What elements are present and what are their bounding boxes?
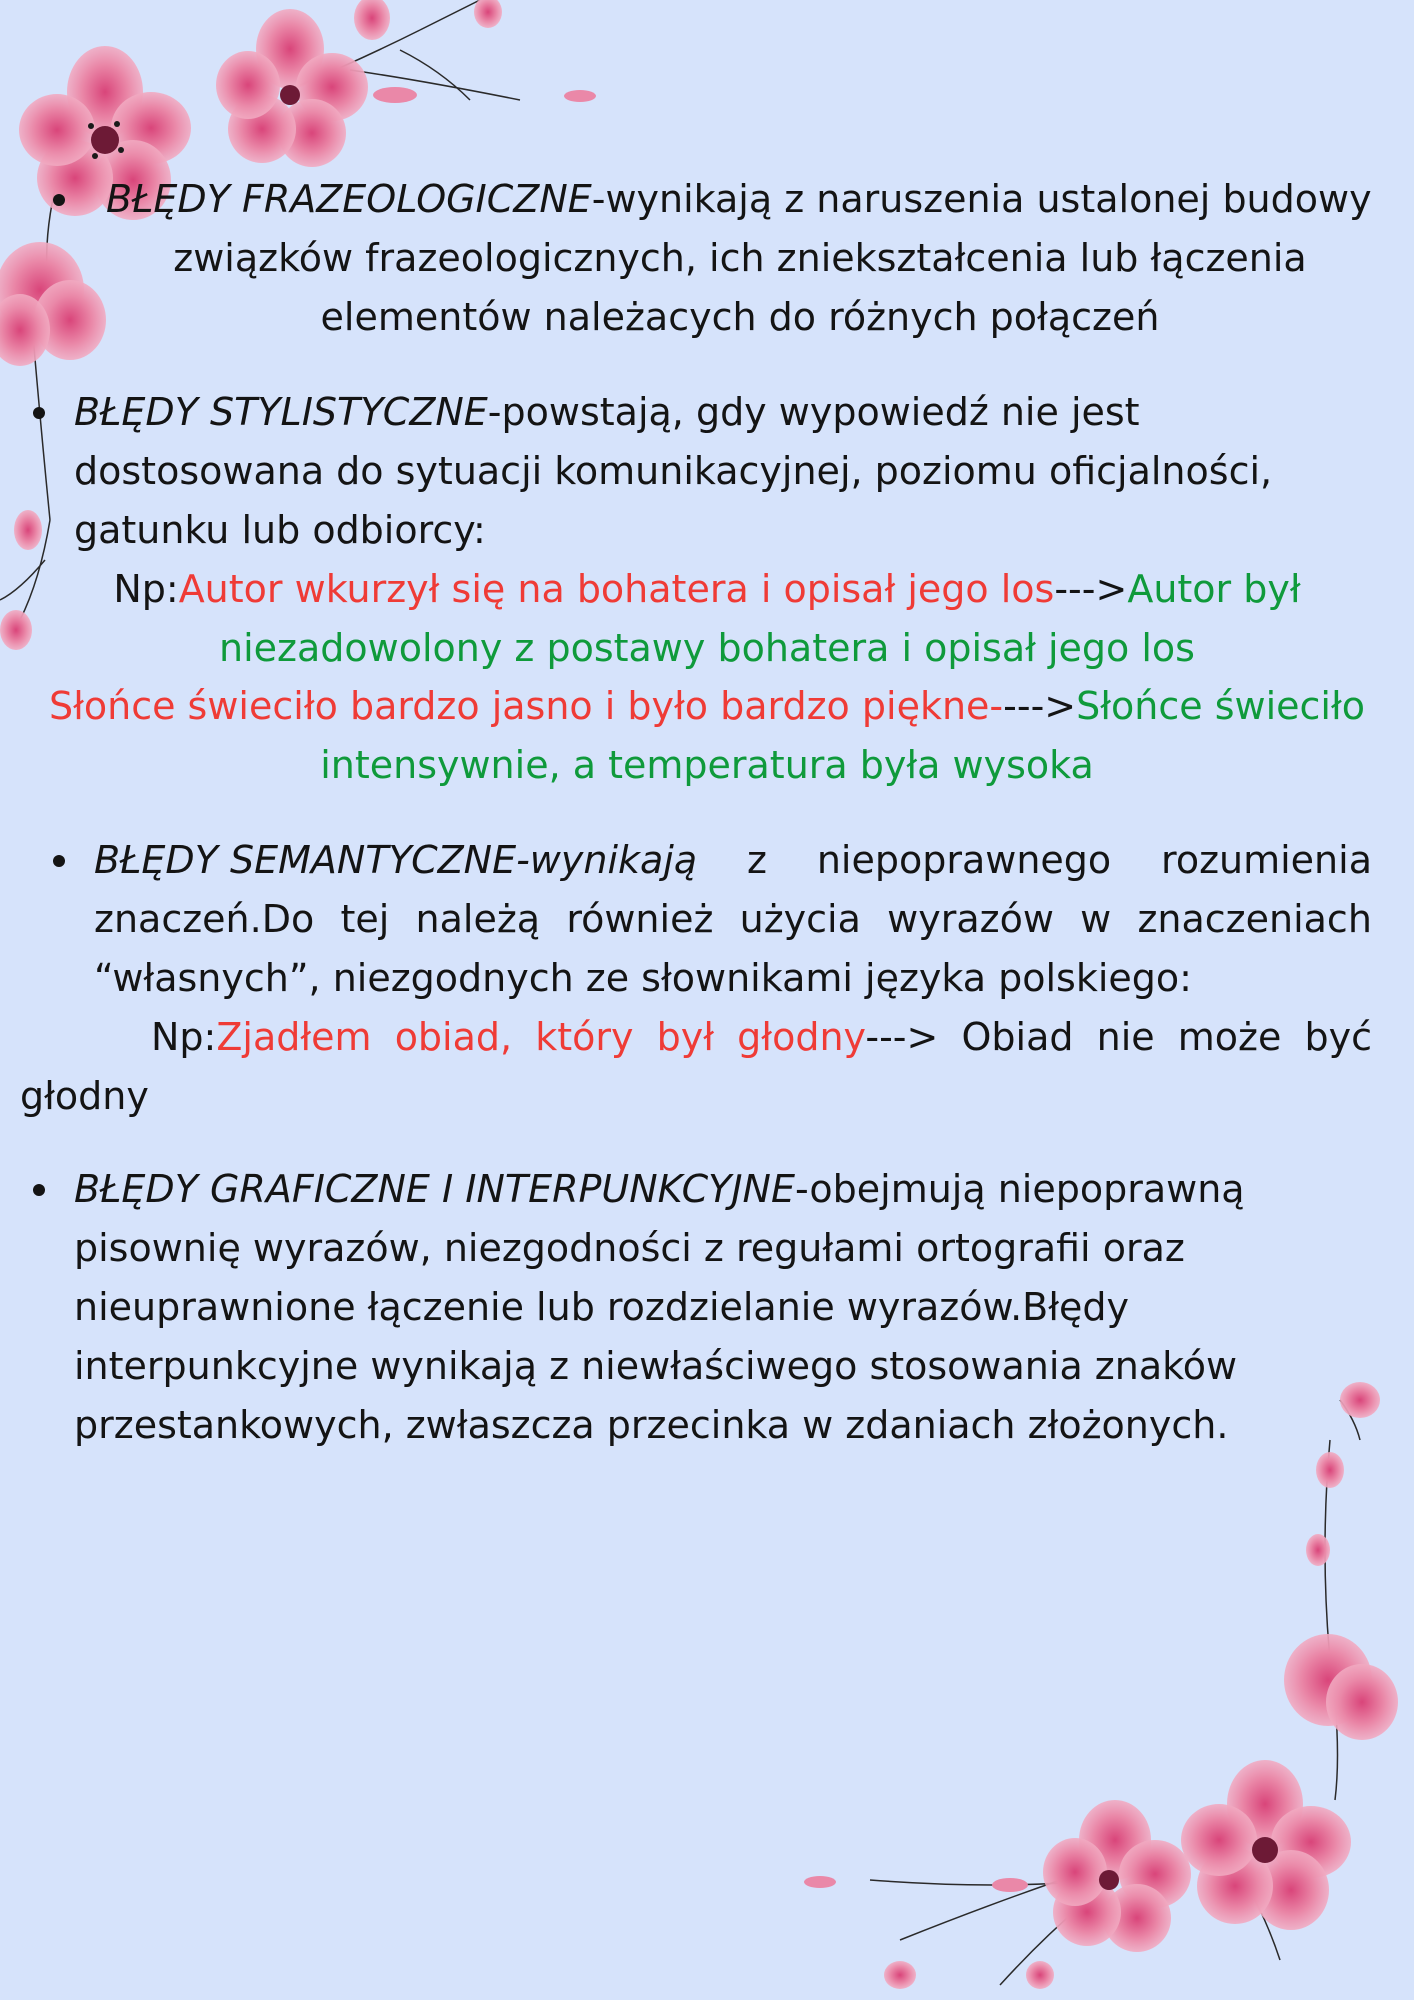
section-first-line — [95, 170, 1385, 229]
section-text: dostosowana do sytuacji komunikacyjnej, poziomu oficjalności, — [74, 449, 1273, 493]
section-first-line — [74, 383, 1394, 442]
section-word: nie — [1096, 1015, 1155, 1059]
section-text: elementów należacych do różnych połączeń — [320, 295, 1160, 339]
section-label-text: BŁĘDY SEMANTYCZNE — [94, 838, 517, 882]
arrow: ---> — [865, 1015, 939, 1059]
section-word: rozumienia — [1161, 838, 1372, 882]
example-joined — [737, 1008, 938, 1067]
section-word: tej — [340, 897, 390, 941]
section-word: również — [566, 897, 714, 941]
bullet-dot — [33, 1184, 45, 1196]
section-word: znaczeń.Do — [94, 897, 315, 941]
incorrect-example: Autor wkurzył się na bohatera i opisał jego los — [178, 567, 1055, 611]
example-prefix: Np: — [113, 567, 179, 611]
section-word: należą — [415, 897, 541, 941]
incorrect-example: był — [656, 1015, 715, 1059]
arrow: ---> — [1003, 684, 1077, 728]
section-semantyczne — [94, 831, 1372, 1008]
correct-example: Autor był — [1127, 567, 1301, 611]
section-label — [94, 831, 697, 890]
correct-example: intensywnie, a temperatura była wysoka — [320, 743, 1094, 787]
example-stylistyczne-1 — [0, 560, 1414, 678]
bullet-dot — [33, 407, 45, 419]
section-word: wyrazów — [887, 897, 1054, 941]
incorrect-example: Słońce świeciło bardzo jasno i było bardzo piękne- — [48, 684, 1004, 728]
bullet-dot — [53, 855, 65, 867]
section-first-line — [94, 831, 1372, 890]
section-word: może — [1177, 1015, 1282, 1059]
section-word: być — [1304, 1015, 1372, 1059]
example-stylistyczne-2 — [0, 677, 1414, 795]
example-line — [20, 1008, 1372, 1067]
correct-example: Słońce świeciło — [1076, 684, 1366, 728]
section-label: BŁĘDY GRAFICZNE I INTERPUNKCYJNE — [74, 1167, 795, 1211]
example-line — [0, 560, 1414, 619]
incorrect-example: który — [535, 1015, 634, 1059]
section-word: użycia — [739, 897, 861, 941]
section-word: niepoprawnego — [816, 838, 1112, 882]
section-label: BŁĘDY STYLISTYCZNE — [74, 390, 488, 434]
section-text: nieuprawnione łączenie lub rozdzielanie wyrazów.Błędy — [74, 1285, 1130, 1329]
section-word: w — [1080, 897, 1112, 941]
section-text: przestankowych, zwłaszcza przecinka w zdaniach złożonych. — [74, 1403, 1229, 1447]
section-text: gatunku lub odbiorcy: — [74, 508, 486, 552]
example-semantyczne — [20, 1008, 1372, 1126]
incorrect-example: obiad, — [394, 1015, 513, 1059]
incorrect-example: głodny — [737, 1015, 866, 1059]
section-first-line — [74, 1160, 1394, 1219]
section-text: głodny — [20, 1074, 149, 1118]
incorrect-example: Zjadłem — [216, 1015, 372, 1059]
section-text: -wynikają z naruszenia ustalonej budowy — [591, 177, 1372, 221]
section-text: -obejmują niepoprawną — [794, 1167, 1245, 1211]
section-word: Obiad — [961, 1015, 1074, 1059]
example-prefix: Np: — [151, 1015, 217, 1059]
section-stylistyczne — [74, 383, 1394, 560]
section-text: “własnych”, niezgodnych ze słownikami języka polskiego: — [94, 956, 1192, 1000]
section-text: interpunkcyjne wynikają z niewłaściwego stosowania znaków — [74, 1344, 1238, 1388]
arrow: ---> — [1054, 567, 1128, 611]
section-text: związków frazeologicznych, ich zniekształcenia lub łączenia — [173, 236, 1307, 280]
example-first — [151, 1008, 372, 1067]
section-word: -wynikają — [516, 838, 698, 882]
section-text: pisownię wyrazów, niezgodności z regułami ortografii oraz — [74, 1226, 1185, 1270]
section-word: znaczeniach — [1137, 897, 1372, 941]
section-label: BŁĘDY FRAZEOLOGICZNE — [106, 177, 592, 221]
section-line — [94, 890, 1372, 949]
section-word: z — [747, 838, 767, 882]
section-graficzne — [74, 1160, 1394, 1455]
example-line — [0, 677, 1414, 736]
correct-example: niezadowolony z postawy bohatera i opisał jego los — [219, 626, 1195, 670]
section-frazeologiczne — [95, 170, 1385, 347]
bullet-dot — [53, 194, 65, 206]
section-text: -powstają, gdy wypowiedź nie jest — [487, 390, 1140, 434]
